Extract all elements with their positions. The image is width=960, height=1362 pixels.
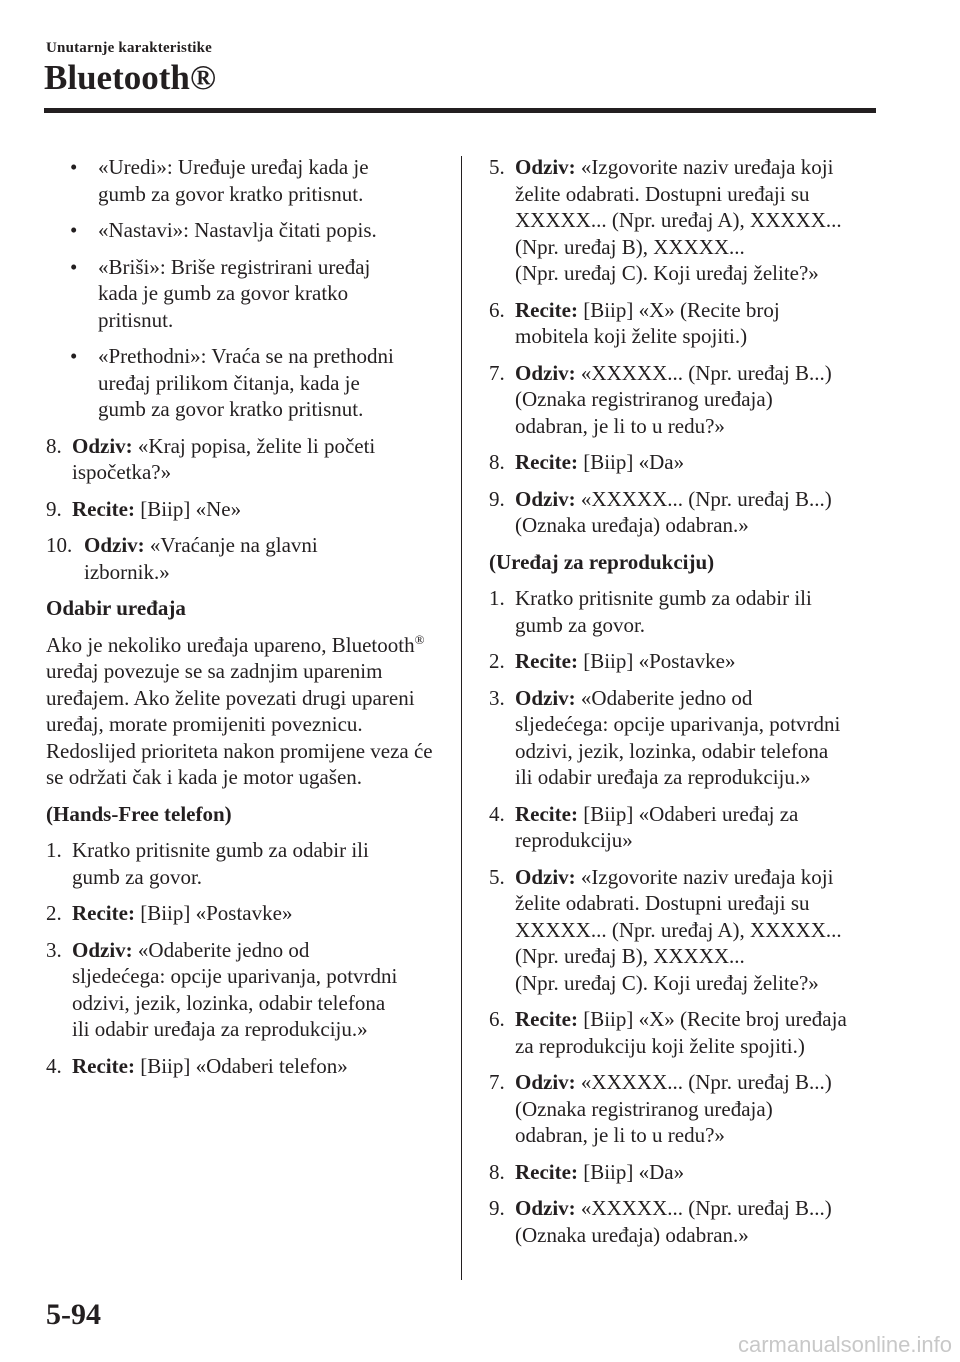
step-text: «Odaberite jedno od [580,685,753,710]
bullet-marker: • [70,254,78,279]
text-line: (Npr. uređaj B), XXXXX... [515,234,745,259]
text-line: želite odabrati. Dostupni uređaji su [515,891,810,915]
paragraph [46,632,438,791]
section-label: Unutarnje karakteristike [46,40,213,56]
text-line: odabran, je li to u redu?» [515,1123,725,1147]
step-label: Recite: [515,801,578,826]
list-item [489,1069,889,1149]
text-line: odabran, je li to u redu?» [515,413,725,438]
text-line: ispočetka?» [72,460,172,484]
step-number: 9. [46,496,62,521]
list-item [489,801,889,854]
subheading: (Uređaj za reprodukciju) [489,549,715,574]
title-rule [44,108,876,113]
step-number: 1. [46,838,62,862]
text-line: odzivi, jezik, lozinka, odabir telefona [515,738,829,763]
text-fragment: uređaj povezuje se sa zadnjim [46,659,298,683]
text-line: «Briši»: Briše registrirani uređaj [98,254,371,279]
text-line [515,685,889,712]
text-line [515,1006,889,1033]
step-text: «Vraćanje na glavni [149,533,318,557]
step-text: «Odaberite jedno od [137,937,310,962]
step-number: 9. [489,486,505,511]
step-number: 3. [46,937,62,962]
list-item [489,154,889,287]
list-item [46,254,438,334]
text-line: odzivi, jezik, lozinka, odabir telefona [72,990,386,1015]
text-line [515,360,889,387]
step-text: [Biip] «Postavke» [140,901,293,925]
text-line: promijene veza će se održati čak i kada je [46,738,433,789]
step-number: 5. [489,864,505,889]
brand-text: Bluetooth [331,632,415,657]
text-line: (Npr. uređaj B), XXXXX... [515,944,745,968]
text-line [515,449,889,476]
step-text: [Biip] «Da» [583,450,685,474]
left-column [46,154,438,1089]
text-line: gumb za govor kratko pritisnut. [98,397,364,421]
step-text: [Biip] «Postavke» [583,649,736,673]
step-text: «Kraj popisa, želite li početi [137,433,376,458]
text-line [515,648,889,675]
step-number: 8. [489,450,505,474]
step-label: Odziv: [72,937,133,962]
step-label: Recite: [515,649,578,673]
list-item [489,360,889,440]
text-line: sljedećega: opcije uparivanja, potvrdni [515,712,841,736]
text-line: «Prethodni»: Vraća se na prethodni [98,344,394,368]
step-text: [Biip] «Da» [583,1159,685,1184]
step-text: [Biip] «Odaberi uređaj za [583,801,799,826]
text-line [515,486,889,513]
text-line: Kratko pritisnite gumb za odabir ili [72,838,369,862]
text-line: (Oznaka uređaja) odabran.» [515,513,749,537]
text-line: (Oznaka registriranog uređaja) [515,1096,773,1121]
text-line: mobitela koji želite spojiti.) [515,324,748,348]
text-line [72,900,438,927]
step-number: 8. [489,1159,505,1184]
list-item [489,685,889,791]
text-line: (Npr. uređaj C). Koji uređaj želite?» [515,970,819,995]
step-label: Odziv: [515,360,576,385]
step-label: Odziv: [72,433,133,458]
text-line [72,937,438,964]
text-line: «Uredi»: Uređuje uređaj kada je [98,155,369,179]
step-label: Odziv: [515,155,576,179]
text-line: gumb za govor. [515,612,646,637]
step-number: 7. [489,360,505,385]
step-text: [Biip] «Odaberi telefon» [140,1053,348,1078]
list-item [46,1053,438,1080]
step-number: 6. [489,297,505,322]
bullet-list [46,154,438,423]
step-list [489,154,889,539]
text-line: XXXXX... (Npr. uređaj A), XXXXX... [515,917,842,942]
text-line: uparenim uređajem. Ako želite povezati [46,659,383,710]
step-label: Recite: [515,1007,578,1031]
text-line [515,1195,889,1222]
step-number: 2. [46,901,62,925]
text-line: ili odabir uređaja za reprodukciju.» [515,765,811,789]
text-line: izbornik.» [84,559,170,584]
step-list [489,585,889,1248]
step-number: 8. [46,433,62,458]
step-label: Odziv: [515,1196,576,1220]
list-item [46,532,438,585]
list-item [46,217,438,244]
text-line [515,297,889,324]
text-line: sljedećega: opcije uparivanja, potvrdni [72,964,398,988]
bullet-marker: • [70,218,78,242]
text-line [515,801,889,828]
text-line [515,1159,889,1186]
text-line [515,864,889,891]
step-label: Odziv: [515,1070,576,1094]
list-item [46,496,438,523]
list-item [46,343,438,423]
text-line: reprodukciju» [515,828,633,852]
step-text: [Biip] «X» (Recite broj uređaja [583,1007,847,1031]
text-line: motor ugašen. [243,765,363,789]
step-number: 4. [46,1053,62,1078]
list-item [489,1006,889,1059]
text-line: za reprodukciju koji želite spojiti.) [515,1033,805,1058]
step-number: 3. [489,685,505,710]
list-item [46,433,438,486]
step-label: Odziv: [515,486,576,511]
list-item [489,1195,889,1248]
text-line: poveznicu. Redoslijed prioriteta nakon [46,712,363,763]
text-line: (Oznaka registriranog uređaja) [515,387,773,411]
list-item [489,449,889,476]
text-line [72,433,438,460]
text-line: gumb za govor kratko pritisnut. [98,181,364,206]
step-label: Recite: [515,450,578,474]
list-item [46,937,438,1043]
bullet-marker: • [70,155,78,179]
text-line: (Oznaka uređaja) odabran.» [515,1222,749,1247]
step-text: «XXXXX... (Npr. uređaj B...) [580,360,832,385]
text-line: želite odabrati. Dostupni uređaji su [515,181,810,206]
text-line: XXXXX... (Npr. uređaj A), XXXXX... [515,208,842,232]
step-label: Odziv: [515,864,576,889]
step-text: [Biip] «Ne» [140,496,242,521]
step-text: «Izgovorite naziv uređaja koji [580,155,834,179]
column-divider [461,156,462,1280]
list-item [46,837,438,890]
step-number: 9. [489,1196,505,1220]
step-label: Recite: [515,1159,578,1184]
text-line: (Npr. uređaj C). Koji uređaj želite?» [515,261,819,285]
text-line: gumb za govor. [72,864,203,889]
text-line: uređaj prilikom čitanja, kada je [98,370,360,395]
step-number: 7. [489,1070,505,1094]
step-label: Recite: [515,297,578,322]
list-item [489,486,889,539]
step-list [46,433,438,586]
step-number: 6. [489,1007,505,1031]
text-line [515,1069,889,1096]
watermark: carmanualsonline.info [737,1332,952,1357]
list-item [489,864,889,997]
list-item [46,154,438,207]
text-line: ili odabir uređaja za reprodukciju.» [72,1017,368,1041]
step-text: «XXXXX... (Npr. uređaj B...) [580,486,832,511]
step-number: 4. [489,801,505,826]
list-item [46,900,438,927]
text-line: pritisnut. [98,307,174,332]
list-item [489,585,889,638]
step-label: Odziv: [84,533,145,557]
step-label: Recite: [72,496,135,521]
step-text: «Izgovorite naziv uređaja koji [580,864,834,889]
text-line: «Nastavi»: Nastavlja čitati popis. [98,218,377,242]
step-label: Recite: [72,901,135,925]
bullet-marker: • [70,344,78,368]
step-number: 5. [489,155,505,179]
step-number: 1. [489,586,505,610]
subheading: (Hands-Free telefon) [46,801,232,826]
text-line [72,1053,438,1080]
text-line [515,154,889,181]
text-line: drugi upareni uređaj, morate promijeniti [46,685,415,736]
step-label: Recite: [72,1053,135,1078]
text-line: kada je gumb za govor kratko [98,281,349,305]
step-number: 10. [46,533,73,557]
page-title: Bluetooth® [44,58,216,97]
section-heading: Odabir uređaja [46,596,186,620]
registered-mark: ® [414,631,425,647]
text-line: Kratko pritisnite gumb za odabir ili [515,586,812,610]
list-item [489,297,889,350]
right-column [489,154,889,1258]
text-line: Ako je nekoliko uređaja upareno, [46,632,327,657]
page-number: 5-94 [46,1298,101,1331]
list-item [489,1159,889,1186]
step-number: 2. [489,649,505,673]
step-text: [Biip] «X» (Recite broj [583,297,780,322]
step-label: Odziv: [515,685,576,710]
step-text: «XXXXX... (Npr. uređaj B...) [580,1196,832,1220]
text-line [72,496,438,523]
list-item [489,648,889,675]
step-text: «XXXXX... (Npr. uređaj B...) [580,1070,832,1094]
step-list [46,837,438,1079]
text-line [84,532,438,559]
